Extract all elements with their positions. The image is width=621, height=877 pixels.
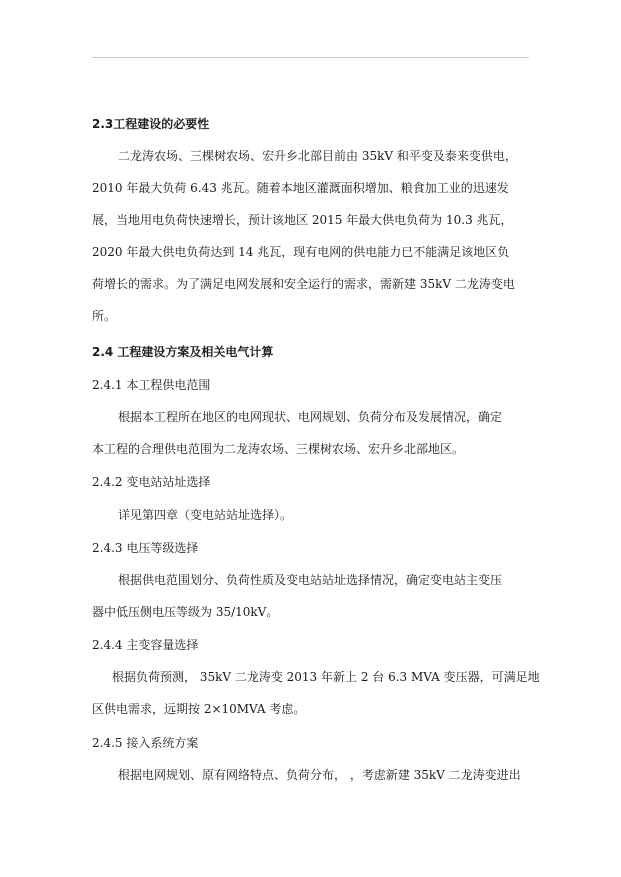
paragraph-line: 器中低压侧电压等级为 35/10kV。 [92, 605, 279, 619]
subsection-2-4-3-heading: 2.4.3 电压等级选择 [92, 541, 199, 555]
subsection-2-4-1-heading: 2.4.1 本工程供电范围 [92, 378, 211, 392]
paragraph-line: 2020 年最大供电负荷达到 14 兆瓦，现有电网的供电能力已不能满足该地区负 [92, 245, 510, 259]
paragraph-line: 根据供电范围划分、负荷性质及变电站站址选择情况，确定变电站主变压 [118, 573, 503, 587]
paragraph-line: 二龙涛农场、三棵树农场、宏升乡北部目前由 35kV 和平变及泰来变供电， [118, 149, 517, 163]
paragraph-line: 根据负荷预测， 35kV 二龙涛变 2013 年新上 2 台 6.3 MVA 变压器，可满足地 [112, 670, 540, 684]
paragraph-line: 根据本工程所在地区的电网现状、电网规划、负荷分布及发展情况，确定 [118, 410, 503, 424]
subsection-2-4-5-heading: 2.4.5 接入系统方案 [92, 736, 199, 750]
paragraph-line: 所。 [92, 309, 117, 323]
paragraph-line: 荷增长的需求。为了满足电网发展和安全运行的需求，需新建 35kV 二龙涛变电 [92, 277, 515, 291]
paragraph-line: 详见第四章（变电站站址选择）。 [118, 508, 293, 522]
subsection-2-4-4-heading: 2.4.4 主变容量选择 [92, 638, 199, 652]
paragraph-line: 根据电网规划、原有网络特点、负荷分布， ，考虑新建 35kV 二龙涛变进出 [118, 768, 521, 782]
subsection-2-4-2-heading: 2.4.2 变电站站址选择 [92, 475, 211, 489]
paragraph-line: 本工程的合理供电范围为二龙涛农场、三棵树农场、宏升乡北部地区。 [92, 442, 465, 456]
paragraph-line: 区供电需求，远期按 2×10MVA 考虑。 [92, 702, 306, 716]
header-rule [92, 57, 529, 58]
paragraph-line: 2010 年最大负荷 6.43 兆瓦。随着本地区灌溉面积增加、粮食加工业的迅速发 [92, 181, 509, 195]
section-2-3-heading: 2.3工程建设的必要性 [92, 117, 210, 131]
section-2-4-heading: 2.4 工程建设方案及相关电气计算 [92, 345, 274, 359]
paragraph-line: 展，当地用电负荷快速增长，预计该地区 2015 年最大供电负荷为 10.3 兆瓦， [92, 213, 513, 227]
